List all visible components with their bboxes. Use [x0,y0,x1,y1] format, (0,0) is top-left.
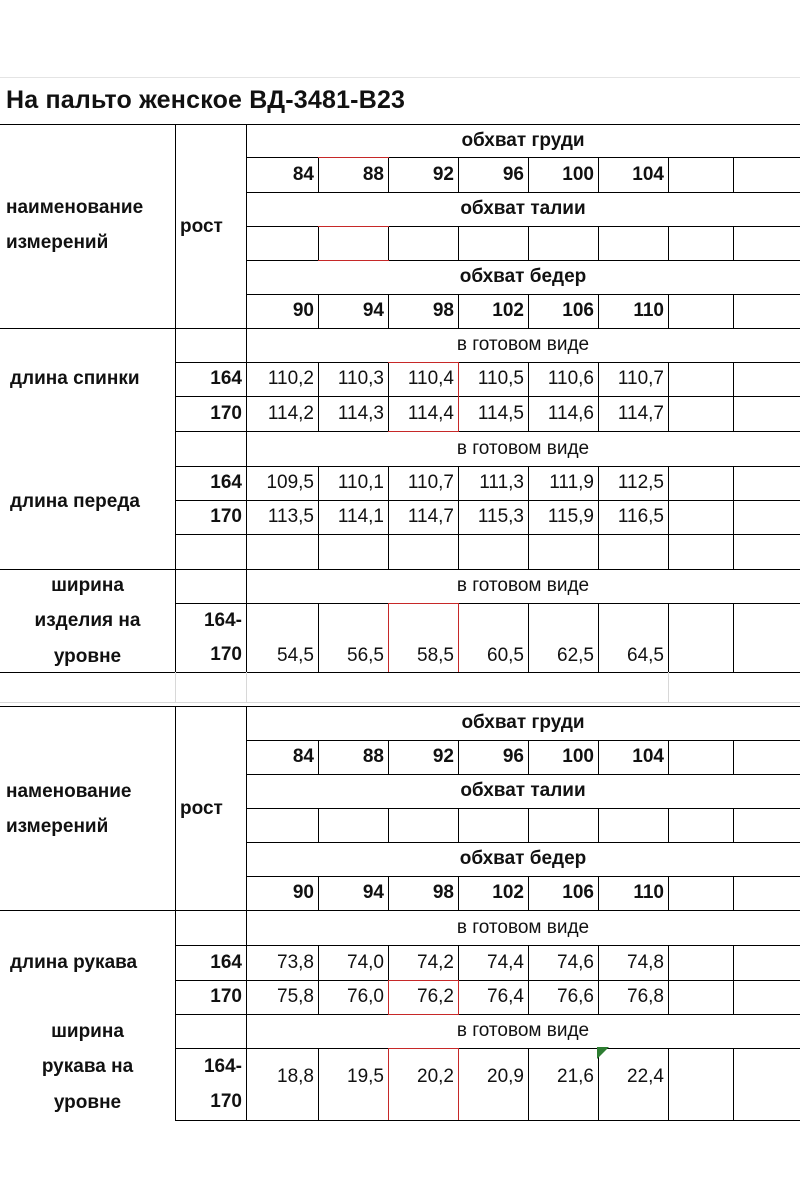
height-value: 170 [210,986,242,1008]
hip-size: 106 [562,882,594,904]
value-cell: 114,7 [617,402,664,424]
chest-size: 96 [502,163,524,185]
value-cell: 114,4 [407,402,454,424]
value-cell: 22,4 [627,1065,664,1087]
finished-note: в готовом виде [456,437,590,459]
sleeve-width-label: ширина рукава на уровне [41,1021,134,1113]
hip-size: 102 [492,300,524,322]
height-value: 164 [210,951,242,973]
chest-size: 104 [632,163,664,185]
value-cell: 19,5 [347,1065,384,1087]
product-width-label: ширина изделия на уровне [34,575,141,667]
chest-size: 88 [362,163,384,185]
value-cell: 110,5 [477,368,524,390]
value-cell: 56,5 [347,644,384,666]
value-cell: 109,5 [266,472,314,494]
hip-size: 94 [362,882,384,904]
chest-size: 96 [502,746,524,768]
waist-header: обхват талии [460,198,586,220]
value-cell: 114,1 [337,506,384,528]
value-cell: 74,6 [557,951,594,973]
value-cell: 116,5 [617,506,664,528]
value-cell: 110,2 [267,368,314,390]
finished-note: в готовом виде [456,1020,590,1042]
value-cell: 20,9 [487,1065,524,1087]
hip-size: 110 [633,300,664,322]
height-range: 164- 170 [203,609,242,665]
value-cell: 58,5 [417,644,454,666]
chest-size: 84 [292,163,314,185]
value-cell: 110,7 [617,368,664,390]
value-cell: 76,4 [487,986,524,1008]
value-cell: 112,5 [617,472,664,494]
value-cell: 76,2 [417,986,454,1008]
value-cell: 114,5 [477,402,524,424]
hip-size: 98 [432,300,454,322]
value-cell: 21,6 [557,1065,594,1087]
value-cell: 74,8 [627,951,664,973]
value-cell: 62,5 [557,644,594,666]
value-cell: 110,1 [337,472,384,494]
chest-size: 100 [562,746,594,768]
value-cell: 60,5 [487,644,524,666]
value-cell: 64,5 [627,644,664,666]
value-cell: 114,7 [407,506,454,528]
sleeve-length-label: длина рукава [10,951,138,973]
hips-header: обхват бедер [459,848,587,870]
hip-size: 102 [492,882,524,904]
value-cell: 76,6 [557,986,594,1008]
height-value: 164 [210,472,242,494]
value-cell: 18,8 [277,1065,314,1087]
value-cell: 113,5 [267,506,314,528]
height-header: рост [180,797,223,819]
value-cell: 111,9 [549,472,594,494]
chest-size: 88 [362,746,384,768]
height-value: 170 [210,506,242,528]
chest-header: обхват груди [461,712,585,734]
value-cell: 114,2 [267,402,314,424]
height-range: 164- 170 [203,1056,242,1112]
chest-size: 104 [632,746,664,768]
height-header: рост [180,215,223,237]
hip-size: 90 [292,882,314,904]
front-length-label: длина переда [10,490,140,512]
value-cell: 115,3 [477,506,524,528]
chest-header: обхват груди [461,129,585,151]
chest-size: 92 [432,746,454,768]
document-title: На пальто женское ВД-3481-В23 [6,86,406,114]
value-cell: 76,0 [347,986,384,1008]
height-value: 170 [210,402,242,424]
value-cell: 115,9 [547,506,594,528]
finished-note: в готовом виде [456,575,590,597]
value-cell: 74,4 [487,951,524,973]
page-top-rule [0,77,800,78]
value-cell: 114,3 [337,402,384,424]
value-cell: 73,8 [277,951,314,973]
value-cell: 111,3 [479,472,524,494]
hip-size: 98 [432,882,454,904]
value-cell: 110,3 [337,368,384,390]
hip-size: 110 [633,882,664,904]
value-cell: 110,4 [407,368,454,390]
hip-size: 106 [562,300,594,322]
value-cell: 110,7 [407,472,454,494]
measurement-name-header: наменование измерений [6,780,132,837]
finished-note: в готовом виде [456,334,590,356]
value-cell: 114,6 [547,402,594,424]
chest-size: 100 [562,163,594,185]
hips-header: обхват бедер [459,266,587,288]
hip-size: 90 [292,300,314,322]
value-cell: 54,5 [277,644,314,666]
measurement-name-header: наименование измерений [6,196,144,253]
back-length-label: длина спинки [10,368,140,390]
value-cell: 76,8 [627,986,664,1008]
value-cell: 110,6 [547,368,594,390]
waist-header: обхват талии [460,780,586,802]
chest-size: 84 [292,746,314,768]
value-cell: 20,2 [417,1065,454,1087]
value-cell: 74,0 [347,951,384,973]
value-cell: 75,8 [277,986,314,1008]
chest-size: 92 [432,163,454,185]
finished-note: в готовом виде [456,916,590,938]
height-value: 164 [210,368,242,390]
hip-size: 94 [362,300,384,322]
value-cell: 74,2 [417,951,454,973]
